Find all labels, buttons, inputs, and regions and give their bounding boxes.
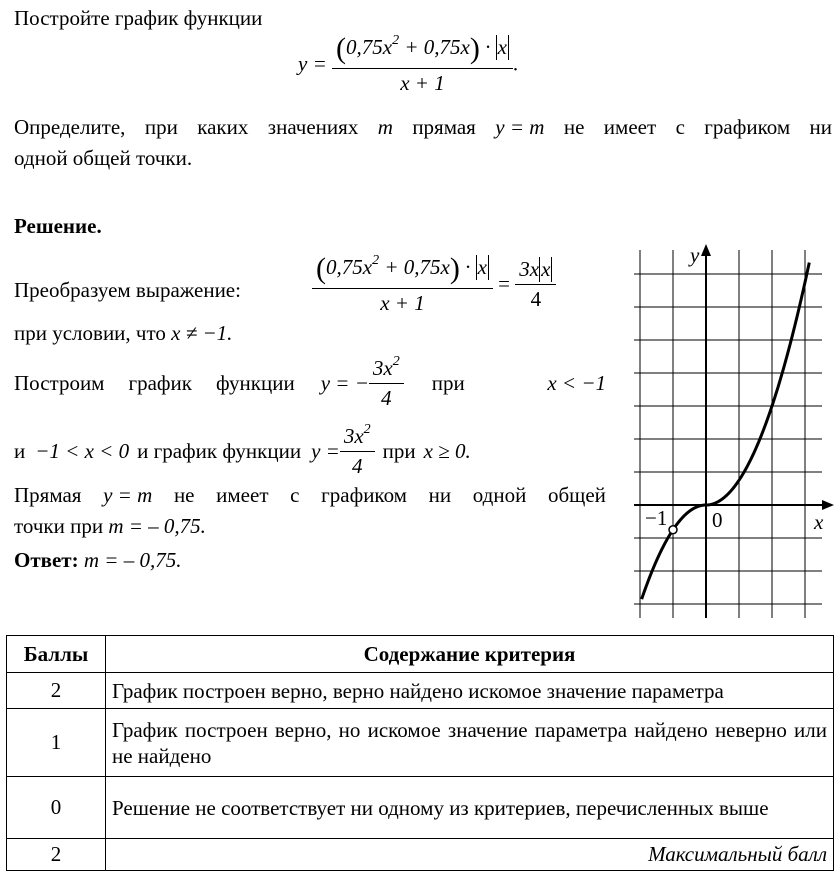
row-points: 2 xyxy=(7,673,106,709)
main-formula xyxy=(298,32,518,96)
criteria-table xyxy=(6,635,834,871)
formula-numerator: $(0,75x^2 + 0,75x) \cdot x$ xyxy=(332,32,513,69)
line-statement-1: Прямая y = m не имеет с графиком ни одной общей xyxy=(14,483,606,507)
row-points: 1 xyxy=(7,709,106,777)
formula-period: . xyxy=(512,51,519,76)
line-statement-2: точки при m = – 0,75. xyxy=(14,514,206,538)
origin-label: 0 xyxy=(712,508,723,532)
formula-fraction xyxy=(332,32,513,96)
table-row xyxy=(7,777,834,839)
y-axis-arrow-icon xyxy=(701,244,711,256)
max-label: Максимальный балл xyxy=(106,839,834,871)
max-points: 2 xyxy=(7,839,106,871)
answer-line: Ответ: m = – 0,75. xyxy=(14,548,182,572)
table-max-row xyxy=(7,839,834,871)
question-line-1: Определите, при каких значениях m прямая y = m не имеет с графиком ни xyxy=(14,115,832,139)
build-line-1: Построим график функции y = − $\frac{3x^2}{4}$ при x < −1 xyxy=(14,354,606,410)
transform-rhs: $\frac{3xx}{4}$ xyxy=(515,257,556,312)
graph-grid xyxy=(634,250,822,618)
header-points: Баллы xyxy=(7,636,106,673)
formula-denominator: x + 1 xyxy=(400,71,445,95)
x-axis-arrow-icon xyxy=(822,500,834,510)
table-header-row xyxy=(7,636,834,673)
header-criteria: Содержание критерия xyxy=(106,636,834,673)
solution-heading: Решение. xyxy=(14,214,102,238)
formula-lhs: y = xyxy=(298,51,327,76)
build-line-2: и −1 < x < 0 и график функции y = $\frac{3x^2}{4}$ при x ≥ 0. xyxy=(14,422,471,478)
row-criterion: График построен верно, но искомое значение параметра найдено неверно или не найдено xyxy=(106,709,834,777)
row-points: 0 xyxy=(7,777,106,839)
problem-intro: Постройте график функции xyxy=(14,6,263,30)
row-criterion: Решение не соответствует ни одному из критериев, перечисленных выше xyxy=(106,777,834,839)
question-line-2: одной общей точки. xyxy=(14,146,193,170)
row-criterion: График построен верно, верно найдено искомое значение параметра xyxy=(106,673,834,709)
table-row xyxy=(7,709,834,777)
transform-fraction: $\frac{(0,75x^2 + 0,75x) \cdot x}{x + 1}$ xyxy=(312,252,493,316)
function-graph xyxy=(624,240,836,625)
function-curve xyxy=(642,263,810,600)
minus-one-label: −1 xyxy=(645,506,668,530)
table-row xyxy=(7,673,834,709)
condition-line: при условии, что x ≠ −1. xyxy=(14,321,233,345)
transform-label: Преобразуем выражение: xyxy=(14,278,241,302)
transform-formula: $\frac{(0,75x^2 + 0,75x) \cdot x}{x + 1}$ = $\frac{3xx}{4}$ xyxy=(312,252,556,316)
x-axis-label: x xyxy=(814,510,824,534)
y-axis-label: y xyxy=(690,243,700,267)
excluded-point xyxy=(669,526,677,534)
